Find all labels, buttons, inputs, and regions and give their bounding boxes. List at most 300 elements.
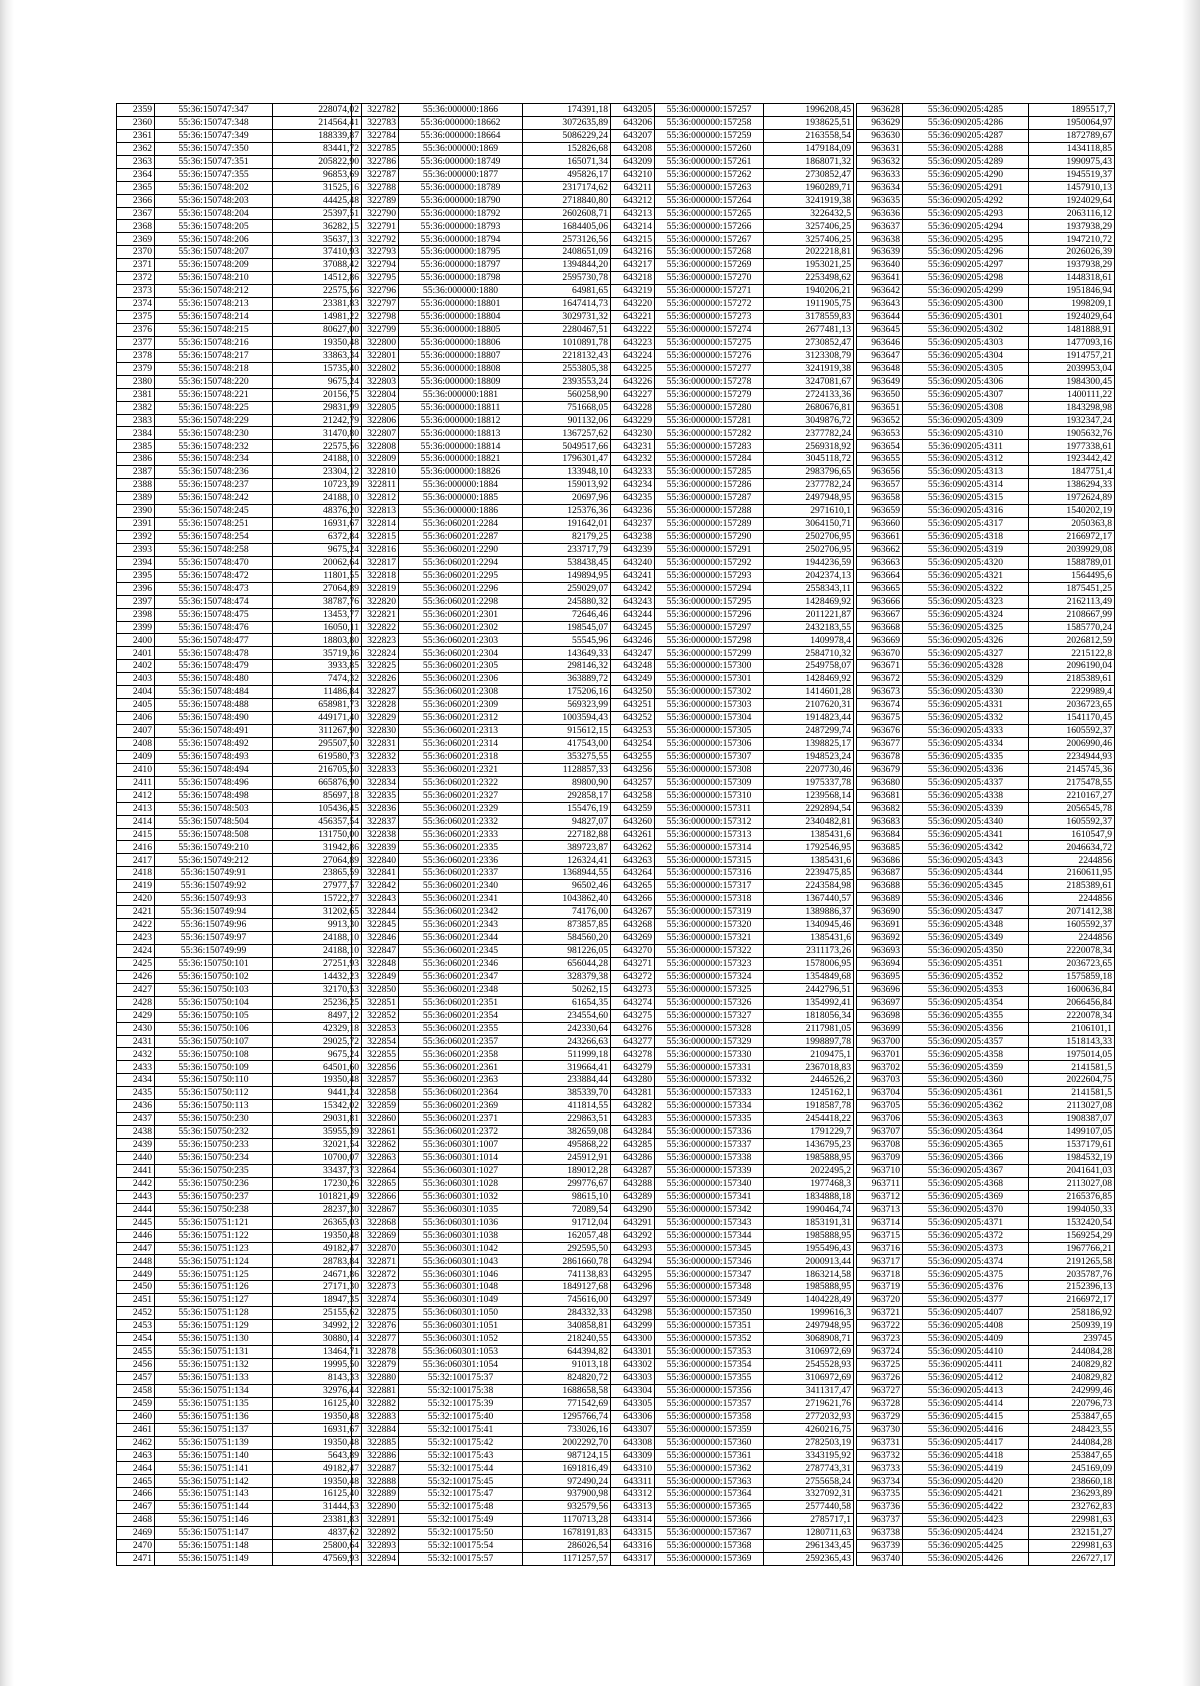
table-row bbox=[352, 1346, 611, 1359]
value-cell: 2487299,74 bbox=[764, 725, 854, 738]
table-row bbox=[857, 1423, 1115, 1436]
row-number-cell: 963660 bbox=[857, 518, 903, 531]
row-number-cell: 2383 bbox=[117, 414, 155, 427]
table-row bbox=[611, 492, 854, 505]
table-row bbox=[857, 1190, 1115, 1203]
value-cell: 32021,54 bbox=[273, 1139, 362, 1152]
table-row bbox=[611, 1475, 854, 1488]
table-row bbox=[352, 285, 611, 298]
table-row bbox=[117, 1436, 362, 1449]
cadastral-number-cell: 55:36:090205:4352 bbox=[903, 970, 1029, 983]
value-cell: 1792546,95 bbox=[764, 841, 854, 854]
cadastral-number-cell: 55:36:150750:102 bbox=[155, 970, 273, 983]
row-number-cell: 2421 bbox=[117, 906, 155, 919]
value-cell: 242999,46 bbox=[1029, 1384, 1115, 1397]
cadastral-number-cell: 55:36:150751:149 bbox=[155, 1553, 273, 1566]
value-cell: 1923442,42 bbox=[1029, 453, 1115, 466]
table-row bbox=[117, 336, 362, 349]
row-number-cell: 322783 bbox=[352, 116, 399, 129]
cadastral-number-cell: 55:36:000000:157294 bbox=[655, 582, 764, 595]
value-cell: 1477093,16 bbox=[1029, 336, 1115, 349]
table-row bbox=[857, 220, 1115, 233]
value-cell: 15722,27 bbox=[273, 893, 362, 906]
table-row bbox=[611, 1100, 854, 1113]
cadastral-number-cell: 55:36:060201:2336 bbox=[399, 854, 523, 867]
value-cell: 1499107,05 bbox=[1029, 1126, 1115, 1139]
row-number-cell: 643273 bbox=[611, 983, 655, 996]
table-row bbox=[611, 311, 854, 324]
value-cell: 1434118,85 bbox=[1029, 142, 1115, 155]
table-row bbox=[857, 556, 1115, 569]
value-cell: 1605592,37 bbox=[1029, 815, 1115, 828]
cadastral-number-cell: 55:36:000000:1886 bbox=[399, 505, 523, 518]
cadastral-number-cell: 55:36:150749:99 bbox=[155, 944, 273, 957]
table-row bbox=[611, 569, 854, 582]
row-number-cell: 2422 bbox=[117, 919, 155, 932]
table-row bbox=[857, 608, 1115, 621]
row-number-cell: 2443 bbox=[117, 1190, 155, 1203]
table-row bbox=[352, 828, 611, 841]
table-row bbox=[117, 1061, 362, 1074]
value-cell: 1368944,55 bbox=[523, 867, 611, 880]
cadastral-number-cell: 55:36:150748:242 bbox=[155, 492, 273, 505]
cadastral-number-cell: 55:36:090205:4353 bbox=[903, 983, 1029, 996]
cadastral-number-cell: 55:36:090205:4324 bbox=[903, 608, 1029, 621]
table-row bbox=[611, 543, 854, 556]
row-number-cell: 2462 bbox=[117, 1436, 155, 1449]
cadastral-number-cell: 55:36:060201:2357 bbox=[399, 1035, 523, 1048]
row-number-cell: 322799 bbox=[352, 323, 399, 336]
table-row bbox=[352, 323, 611, 336]
table-row bbox=[857, 1061, 1115, 1074]
row-number-cell: 963642 bbox=[857, 285, 903, 298]
cadastral-number-cell: 55:36:090205:4306 bbox=[903, 375, 1029, 388]
row-number-cell: 963641 bbox=[857, 272, 903, 285]
table-row bbox=[857, 673, 1115, 686]
cadastral-number-cell: 55:36:090205:4295 bbox=[903, 233, 1029, 246]
table-row bbox=[611, 828, 854, 841]
row-number-cell: 322882 bbox=[352, 1397, 399, 1410]
cadastral-number-cell: 55:36:090205:4413 bbox=[903, 1384, 1029, 1397]
value-cell: 3106972,69 bbox=[764, 1371, 854, 1384]
row-number-cell: 322889 bbox=[352, 1488, 399, 1501]
row-number-cell: 643215 bbox=[611, 233, 655, 246]
table-row bbox=[857, 1151, 1115, 1164]
cadastral-number-cell: 55:36:090205:4290 bbox=[903, 168, 1029, 181]
row-number-cell: 643308 bbox=[611, 1436, 655, 1449]
value-cell: 227182,88 bbox=[523, 828, 611, 841]
value-cell: 2141581,5 bbox=[1029, 1087, 1115, 1100]
value-cell: 13453,77 bbox=[273, 608, 362, 621]
table-row bbox=[611, 1242, 854, 1255]
table-row bbox=[117, 104, 362, 117]
table-row bbox=[117, 569, 362, 582]
value-cell: 1955496,43 bbox=[764, 1242, 854, 1255]
table-row bbox=[117, 1126, 362, 1139]
cadastral-number-cell: 55:36:000000:157331 bbox=[655, 1061, 764, 1074]
value-cell: 31444,53 bbox=[273, 1501, 362, 1514]
row-number-cell: 2375 bbox=[117, 311, 155, 324]
table-row bbox=[611, 1113, 854, 1126]
cadastral-number-cell: 55:36:000000:18662 bbox=[399, 116, 523, 129]
cadastral-number-cell: 55:36:000000:1869 bbox=[399, 142, 523, 155]
value-cell: 987124,15 bbox=[523, 1449, 611, 1462]
table-row bbox=[117, 466, 362, 479]
table-row bbox=[857, 129, 1115, 142]
cadastral-number-cell: 55:36:150748:214 bbox=[155, 311, 273, 324]
value-cell: 1914757,21 bbox=[1029, 349, 1115, 362]
cadastral-number-cell: 55:36:090205:4330 bbox=[903, 686, 1029, 699]
table-row bbox=[857, 802, 1115, 815]
table-row bbox=[857, 712, 1115, 725]
value-cell: 2162113,49 bbox=[1029, 595, 1115, 608]
table-row bbox=[117, 1346, 362, 1359]
row-number-cell: 963713 bbox=[857, 1203, 903, 1216]
row-number-cell: 963697 bbox=[857, 996, 903, 1009]
value-cell: 27064,89 bbox=[273, 582, 362, 595]
row-number-cell: 963710 bbox=[857, 1164, 903, 1177]
row-number-cell: 963670 bbox=[857, 647, 903, 660]
cadastral-number-cell: 55:36:000000:18798 bbox=[399, 272, 523, 285]
table-row bbox=[352, 1462, 611, 1475]
value-cell: 1564495,6 bbox=[1029, 569, 1115, 582]
cadastral-number-cell: 55:36:090205:4362 bbox=[903, 1100, 1029, 1113]
table-row bbox=[857, 272, 1115, 285]
table-row bbox=[611, 1139, 854, 1152]
table-row bbox=[117, 1216, 362, 1229]
cadastral-number-cell: 55:36:060201:2351 bbox=[399, 996, 523, 1009]
table-row bbox=[611, 104, 854, 117]
cadastral-number-cell: 55:36:090205:4374 bbox=[903, 1255, 1029, 1268]
table-row bbox=[117, 1527, 362, 1540]
row-number-cell: 643222 bbox=[611, 323, 655, 336]
cadastral-number-cell: 55:36:060201:2305 bbox=[399, 660, 523, 673]
row-number-cell: 963696 bbox=[857, 983, 903, 996]
table-row bbox=[611, 750, 854, 763]
cadastral-number-cell: 55:36:090205:4348 bbox=[903, 919, 1029, 932]
cadastral-number-cell: 55:36:000000:157292 bbox=[655, 556, 764, 569]
row-number-cell: 2464 bbox=[117, 1462, 155, 1475]
value-cell: 1985888,95 bbox=[764, 1229, 854, 1242]
value-cell: 242330,64 bbox=[523, 1022, 611, 1035]
cadastral-number-cell: 55:36:000000:157336 bbox=[655, 1126, 764, 1139]
table-row bbox=[857, 763, 1115, 776]
table-row bbox=[857, 932, 1115, 945]
row-number-cell: 322838 bbox=[352, 828, 399, 841]
value-cell: 236293,89 bbox=[1029, 1488, 1115, 1501]
row-number-cell: 2467 bbox=[117, 1501, 155, 1514]
row-number-cell: 643295 bbox=[611, 1268, 655, 1281]
cadastral-number-cell: 55:36:060301:1027 bbox=[399, 1164, 523, 1177]
value-cell: 1834888,18 bbox=[764, 1190, 854, 1203]
row-number-cell: 963648 bbox=[857, 362, 903, 375]
value-cell: 18947,35 bbox=[273, 1294, 362, 1307]
cadastral-number-cell: 55:36:090205:4302 bbox=[903, 323, 1029, 336]
value-cell: 2408651,09 bbox=[523, 246, 611, 259]
row-number-cell: 963731 bbox=[857, 1436, 903, 1449]
value-cell: 131750,00 bbox=[273, 828, 362, 841]
value-cell: 2558343,11 bbox=[764, 582, 854, 595]
cadastral-number-cell: 55:36:090205:4296 bbox=[903, 246, 1029, 259]
table-row bbox=[352, 1320, 611, 1333]
row-number-cell: 2453 bbox=[117, 1320, 155, 1333]
table-row bbox=[857, 259, 1115, 272]
cadastral-number-cell: 55:36:090205:4287 bbox=[903, 129, 1029, 142]
row-number-cell: 2402 bbox=[117, 660, 155, 673]
table-row bbox=[117, 285, 362, 298]
value-cell: 1386294,33 bbox=[1029, 479, 1115, 492]
value-cell: 25800,64 bbox=[273, 1540, 362, 1553]
row-number-cell: 322802 bbox=[352, 362, 399, 375]
cadastral-number-cell: 55:36:060201:2361 bbox=[399, 1061, 523, 1074]
value-cell: 1295766,74 bbox=[523, 1410, 611, 1423]
table-row bbox=[352, 944, 611, 957]
value-cell: 1481888,91 bbox=[1029, 323, 1115, 336]
row-number-cell: 643237 bbox=[611, 518, 655, 531]
table-row bbox=[857, 1333, 1115, 1346]
cadastral-number-cell: 55:36:150749:92 bbox=[155, 880, 273, 893]
table-row bbox=[352, 466, 611, 479]
value-cell: 226727,17 bbox=[1029, 1553, 1115, 1566]
cadastral-number-cell: 55:36:060201:2322 bbox=[399, 776, 523, 789]
row-number-cell: 2378 bbox=[117, 349, 155, 362]
table-row bbox=[352, 1177, 611, 1190]
cadastral-number-cell: 55:36:150751:121 bbox=[155, 1216, 273, 1229]
cadastral-number-cell: 55:36:000000:157310 bbox=[655, 789, 764, 802]
table-row bbox=[611, 1501, 854, 1514]
row-number-cell: 322806 bbox=[352, 414, 399, 427]
row-number-cell: 322862 bbox=[352, 1139, 399, 1152]
value-cell: 2787743,31 bbox=[764, 1462, 854, 1475]
row-number-cell: 643303 bbox=[611, 1371, 655, 1384]
cadastral-number-cell: 55:36:000000:157337 bbox=[655, 1139, 764, 1152]
table-row bbox=[857, 1035, 1115, 1048]
value-cell: 2573126,56 bbox=[523, 233, 611, 246]
table-row bbox=[117, 595, 362, 608]
table-row bbox=[857, 336, 1115, 349]
row-number-cell: 322787 bbox=[352, 168, 399, 181]
table-row bbox=[857, 634, 1115, 647]
table-row bbox=[352, 246, 611, 259]
value-cell: 1990975,43 bbox=[1029, 155, 1115, 168]
value-cell: 26365,03 bbox=[273, 1216, 362, 1229]
row-number-cell: 322848 bbox=[352, 957, 399, 970]
cadastral-number-cell: 55:36:150748:470 bbox=[155, 556, 273, 569]
value-cell: 23381,83 bbox=[273, 298, 362, 311]
table-row bbox=[611, 1333, 854, 1346]
value-cell: 229981,63 bbox=[1029, 1540, 1115, 1553]
cadastral-number-cell: 55:36:150751:124 bbox=[155, 1255, 273, 1268]
cadastral-number-cell: 55:36:060301:1014 bbox=[399, 1151, 523, 1164]
table-row bbox=[611, 919, 854, 932]
row-number-cell: 322832 bbox=[352, 750, 399, 763]
table-row bbox=[117, 763, 362, 776]
cadastral-number-cell: 55:36:150749:210 bbox=[155, 841, 273, 854]
cadastral-number-cell: 55:36:090205:4370 bbox=[903, 1203, 1029, 1216]
value-cell: 1367257,62 bbox=[523, 427, 611, 440]
value-cell: 91013,18 bbox=[523, 1358, 611, 1371]
value-cell: 9675,24 bbox=[273, 543, 362, 556]
value-cell: 13464,71 bbox=[273, 1346, 362, 1359]
value-cell: 2117981,05 bbox=[764, 1022, 854, 1035]
row-number-cell: 2361 bbox=[117, 129, 155, 142]
row-number-cell: 643269 bbox=[611, 932, 655, 945]
row-number-cell: 963651 bbox=[857, 401, 903, 414]
row-number-cell: 2395 bbox=[117, 569, 155, 582]
table-row bbox=[611, 1074, 854, 1087]
row-number-cell: 2364 bbox=[117, 168, 155, 181]
table-row bbox=[352, 996, 611, 1009]
value-cell: 1999616,3 bbox=[764, 1307, 854, 1320]
value-cell: 3106972,69 bbox=[764, 1346, 854, 1359]
cadastral-number-cell: 55:36:090205:4329 bbox=[903, 673, 1029, 686]
row-number-cell: 963655 bbox=[857, 453, 903, 466]
table-row bbox=[611, 1384, 854, 1397]
cadastral-number-cell: 55:36:150750:238 bbox=[155, 1203, 273, 1216]
cadastral-number-cell: 55:36:090205:4292 bbox=[903, 194, 1029, 207]
cadastral-number-cell: 55:36:150748:503 bbox=[155, 802, 273, 815]
value-cell: 2244856 bbox=[1029, 893, 1115, 906]
value-cell: 9441,24 bbox=[273, 1087, 362, 1100]
value-cell: 2244856 bbox=[1029, 932, 1115, 945]
cadastral-number-cell: 55:36:090205:4305 bbox=[903, 362, 1029, 375]
cadastral-number-cell: 55:36:000000:157340 bbox=[655, 1177, 764, 1190]
value-cell: 1948523,24 bbox=[764, 750, 854, 763]
value-cell: 31942,86 bbox=[273, 841, 362, 854]
row-number-cell: 643299 bbox=[611, 1320, 655, 1333]
row-number-cell: 963719 bbox=[857, 1281, 903, 1294]
table-row bbox=[611, 983, 854, 996]
value-cell: 30880,14 bbox=[273, 1333, 362, 1346]
table-row bbox=[611, 1436, 854, 1449]
value-cell: 155476,19 bbox=[523, 802, 611, 815]
table-row bbox=[857, 414, 1115, 427]
cadastral-number-cell: 55:36:060201:2372 bbox=[399, 1126, 523, 1139]
table-row bbox=[117, 1307, 362, 1320]
value-cell: 1610547,9 bbox=[1029, 828, 1115, 841]
value-cell: 245912,91 bbox=[523, 1151, 611, 1164]
row-number-cell: 322855 bbox=[352, 1048, 399, 1061]
row-number-cell: 643245 bbox=[611, 621, 655, 634]
table-row bbox=[611, 776, 854, 789]
value-cell: 61654,35 bbox=[523, 996, 611, 1009]
table-row bbox=[611, 1022, 854, 1035]
row-number-cell: 963720 bbox=[857, 1294, 903, 1307]
row-number-cell: 963664 bbox=[857, 569, 903, 582]
table-row bbox=[117, 932, 362, 945]
table-row bbox=[352, 1488, 611, 1501]
row-number-cell: 963629 bbox=[857, 116, 903, 129]
table-row bbox=[117, 1488, 362, 1501]
cadastral-number-cell: 55:36:090205:4322 bbox=[903, 582, 1029, 595]
table-row bbox=[611, 1281, 854, 1294]
value-cell: 2041641,03 bbox=[1029, 1164, 1115, 1177]
value-cell: 1578006,95 bbox=[764, 957, 854, 970]
value-cell: 3241919,38 bbox=[764, 194, 854, 207]
table-row bbox=[611, 155, 854, 168]
value-cell: 658981,73 bbox=[273, 699, 362, 712]
row-number-cell: 643210 bbox=[611, 168, 655, 181]
cadastral-number-cell: 55:36:090205:4323 bbox=[903, 595, 1029, 608]
table-row bbox=[857, 518, 1115, 531]
row-number-cell: 322789 bbox=[352, 194, 399, 207]
table-row bbox=[857, 1268, 1115, 1281]
value-cell: 2000913,44 bbox=[764, 1255, 854, 1268]
row-number-cell: 322868 bbox=[352, 1216, 399, 1229]
cadastral-number-cell: 55:36:000000:157279 bbox=[655, 388, 764, 401]
cadastral-number-cell: 55:36:060201:2296 bbox=[399, 582, 523, 595]
row-number-cell: 963639 bbox=[857, 246, 903, 259]
table-row bbox=[117, 246, 362, 259]
row-number-cell: 643213 bbox=[611, 207, 655, 220]
value-cell: 1977468,3 bbox=[764, 1177, 854, 1190]
row-number-cell: 643297 bbox=[611, 1294, 655, 1307]
value-cell: 189012,28 bbox=[523, 1164, 611, 1177]
cadastral-number-cell: 55:36:150751:131 bbox=[155, 1346, 273, 1359]
value-cell: 162057,48 bbox=[523, 1229, 611, 1242]
cadastral-number-cell: 55:36:000000:157339 bbox=[655, 1164, 764, 1177]
table-row bbox=[117, 492, 362, 505]
value-cell: 2602608,71 bbox=[523, 207, 611, 220]
cadastral-number-cell: 55:36:060301:1032 bbox=[399, 1190, 523, 1203]
row-number-cell: 963686 bbox=[857, 854, 903, 867]
cadastral-number-cell: 55:36:150751:139 bbox=[155, 1436, 273, 1449]
row-number-cell: 322808 bbox=[352, 440, 399, 453]
value-cell: 165071,34 bbox=[523, 155, 611, 168]
value-cell: 1985888,95 bbox=[764, 1281, 854, 1294]
cadastral-number-cell: 55:36:150748:210 bbox=[155, 272, 273, 285]
table-row bbox=[611, 220, 854, 233]
table-block-1 bbox=[116, 103, 362, 1566]
value-cell: 2006990,46 bbox=[1029, 737, 1115, 750]
row-number-cell: 2399 bbox=[117, 621, 155, 634]
cadastral-number-cell: 55:32:100175:50 bbox=[399, 1527, 523, 1540]
table-row bbox=[611, 466, 854, 479]
row-number-cell: 322839 bbox=[352, 841, 399, 854]
value-cell: 98615,10 bbox=[523, 1190, 611, 1203]
row-number-cell: 322801 bbox=[352, 349, 399, 362]
row-number-cell: 322844 bbox=[352, 906, 399, 919]
table-row bbox=[611, 298, 854, 311]
cadastral-number-cell: 55:36:000000:157295 bbox=[655, 595, 764, 608]
cadastral-number-cell: 55:36:000000:1866 bbox=[399, 104, 523, 117]
cadastral-number-cell: 55:36:000000:157356 bbox=[655, 1384, 764, 1397]
cadastral-number-cell: 55:36:000000:157273 bbox=[655, 311, 764, 324]
cadastral-number-cell: 55:36:000000:157311 bbox=[655, 802, 764, 815]
table-row bbox=[857, 1462, 1115, 1475]
value-cell: 538438,45 bbox=[523, 556, 611, 569]
value-cell: 228074,02 bbox=[273, 104, 362, 117]
cadastral-number-cell: 55:36:150748:473 bbox=[155, 582, 273, 595]
cadastral-number-cell: 55:36:060301:1052 bbox=[399, 1333, 523, 1346]
row-number-cell: 2454 bbox=[117, 1333, 155, 1346]
value-cell: 85697,18 bbox=[273, 789, 362, 802]
cadastral-number-cell: 55:36:090205:4311 bbox=[903, 440, 1029, 453]
row-number-cell: 322888 bbox=[352, 1475, 399, 1488]
table-row bbox=[611, 272, 854, 285]
cadastral-number-cell: 55:36:000000:157285 bbox=[655, 466, 764, 479]
row-number-cell: 963665 bbox=[857, 582, 903, 595]
row-number-cell: 2451 bbox=[117, 1294, 155, 1307]
value-cell: 24188,10 bbox=[273, 492, 362, 505]
value-cell: 1984300,45 bbox=[1029, 375, 1115, 388]
value-cell: 1953021,25 bbox=[764, 259, 854, 272]
value-cell: 31470,80 bbox=[273, 427, 362, 440]
row-number-cell: 322845 bbox=[352, 919, 399, 932]
row-number-cell: 322835 bbox=[352, 789, 399, 802]
cadastral-number-cell: 55:36:150750:237 bbox=[155, 1190, 273, 1203]
table-row bbox=[117, 828, 362, 841]
